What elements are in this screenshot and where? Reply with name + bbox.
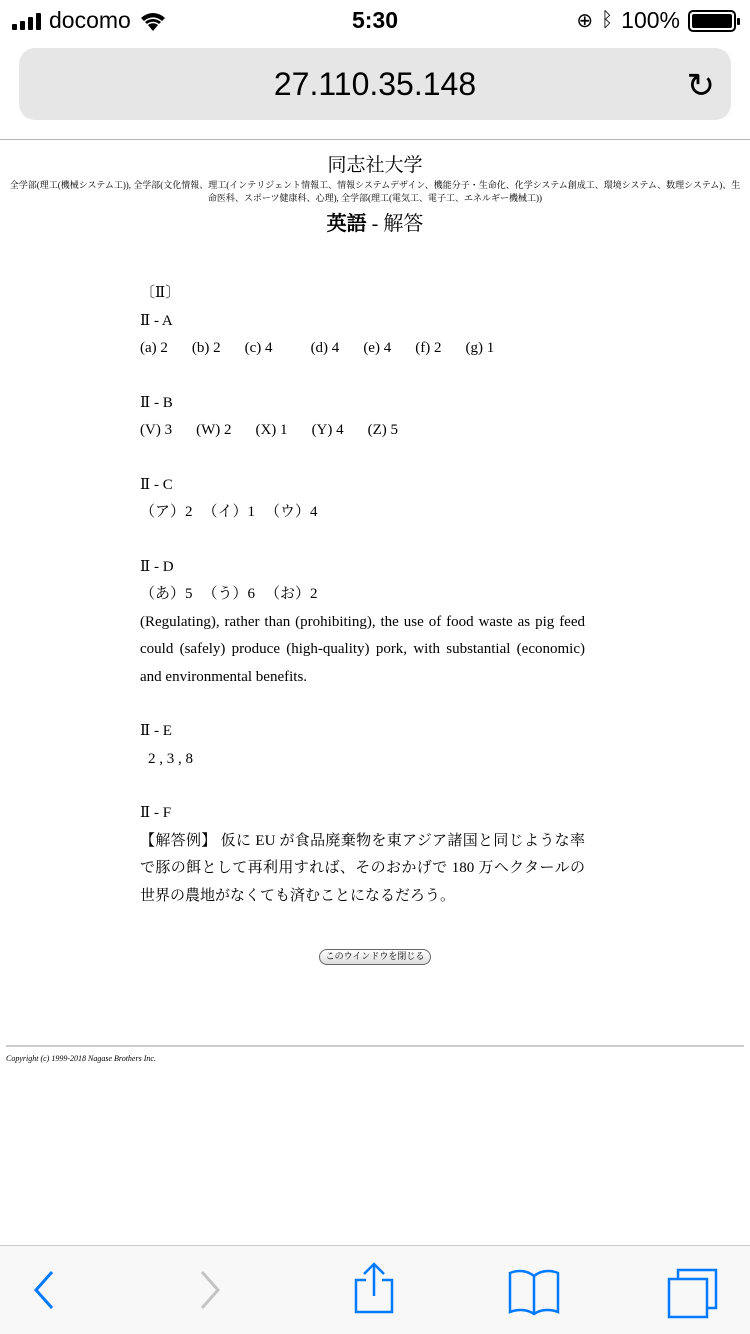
section-f-label: Ⅱ - F: [140, 805, 172, 821]
section-a-answers: [140, 335, 585, 363]
section-e-answers: 2 , 3 , 8: [148, 750, 193, 767]
battery-icon: [688, 10, 736, 32]
subject: 英語: [326, 213, 367, 235]
share-icon[interactable]: [352, 1262, 396, 1314]
answer: (c) 4: [244, 340, 273, 356]
subject-suffix: - 解答: [371, 213, 424, 235]
bluetooth-icon: ᛒ: [601, 9, 614, 31]
address-bar[interactable]: [19, 48, 731, 120]
status-bar: [0, 0, 750, 40]
clock: 5:30: [351, 7, 399, 33]
section-a-label: Ⅱ - A: [140, 312, 173, 329]
answer: (a) 2: [140, 340, 168, 356]
answer: (X) 1: [255, 422, 288, 438]
answer: (f) 2: [415, 340, 442, 356]
section-d-text: (Regulating), rather than (prohibiting), the use of food waste as pig feed could (safely) produce (high-quality) pork, with substantial (economic) and environmental benefits.: [140, 613, 585, 685]
subject-title: [0, 207, 750, 236]
battery-percent: 100%: [621, 7, 680, 33]
answer: （ウ）4: [265, 504, 318, 520]
faculties-text: 全学部(理工(機械システム工)), 全学部(文化情報、理工(インテリジェント情報工、情報システムデザイン、機能分子・生命化、化学システム創成工、環境システム、数理システム)、生命医科、スポーツ健康科、心理), 全学部(理工(電気工、電子工、エネルギー機械工)): [9, 180, 741, 203]
answer: （う）6: [202, 586, 256, 602]
section-d-label: Ⅱ - D: [140, 558, 174, 575]
answer: (W) 2: [196, 422, 232, 438]
divider: [0, 139, 750, 140]
answer: （お）2: [265, 586, 318, 602]
answer: (e) 4: [363, 340, 392, 356]
answer: （ア）2: [140, 504, 193, 520]
section-f-text: 【解答例】 仮に EU が食品廃棄物を東アジア諸国と同じような率で豚の餌として再利用すれば、そのおかげで 180 万ヘクタールの世界の農地がなくても済むことになるだろう。: [140, 832, 585, 904]
section-d-answers: [140, 581, 585, 609]
answer: (g) 1: [465, 340, 495, 356]
answer-content: [140, 280, 585, 937]
answer: (b) 2: [191, 340, 221, 356]
forward-icon[interactable]: [198, 1268, 224, 1312]
answer: (Y) 4: [311, 422, 344, 438]
section-b-answers: [140, 417, 585, 445]
tabs-icon[interactable]: [666, 1268, 720, 1320]
back-icon[interactable]: [30, 1268, 56, 1312]
bookmarks-icon[interactable]: [507, 1268, 561, 1316]
carrier: docomo: [49, 7, 131, 33]
university-title: 同志社大学: [327, 155, 423, 176]
answer: (Z) 5: [367, 422, 399, 438]
url-text[interactable]: 27.110.35.148: [273, 66, 477, 102]
answer: (V) 3: [140, 422, 173, 438]
close-window-button[interactable]: このウインドウを閉じる: [319, 949, 431, 965]
answer: (d) 4: [310, 340, 340, 356]
orientation-lock-icon: ⊕: [576, 10, 594, 32]
section-e-label: Ⅱ - E: [140, 723, 172, 739]
section-title: 〔Ⅱ〕: [140, 285, 181, 301]
answer: （あ）5: [140, 586, 193, 602]
answer: （イ）1: [202, 504, 256, 520]
section-c-label: Ⅱ - C: [140, 476, 173, 493]
copyright: Copyright (c) 1999-2018 Nagase Brothers Inc.: [6, 1054, 156, 1063]
reload-icon[interactable]: ↻: [686, 67, 715, 105]
browser-toolbar: [0, 1245, 750, 1334]
section-b-label: Ⅱ - B: [140, 394, 173, 411]
footer-divider: [6, 1045, 744, 1047]
section-c-answers: [140, 499, 585, 527]
